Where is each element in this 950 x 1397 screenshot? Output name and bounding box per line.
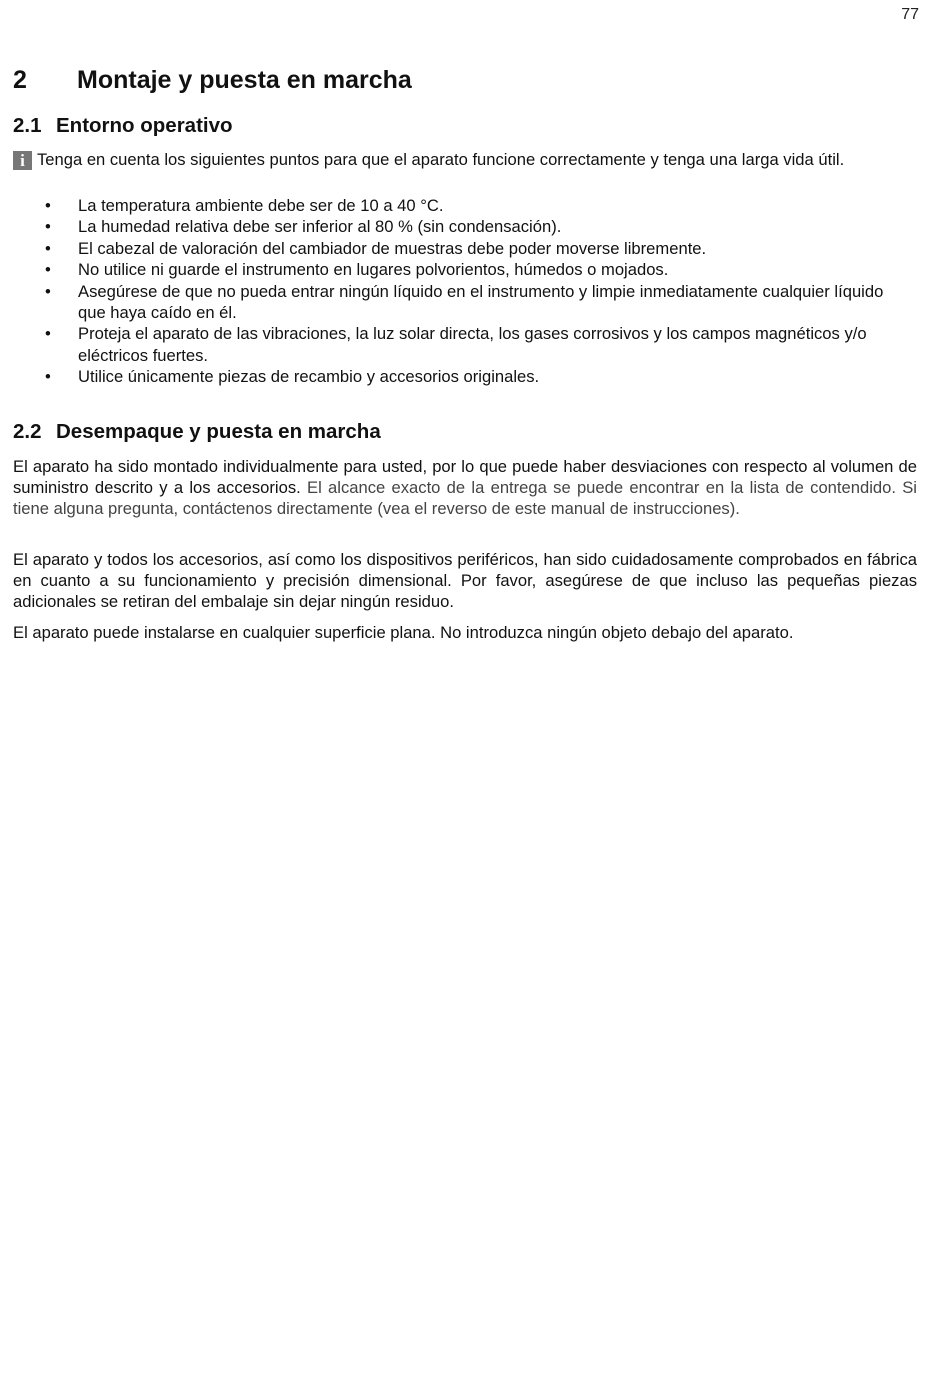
info-note-text: Tenga en cuenta los siguientes puntos para que el aparato funcione correctamente y tenga una larga vida útil. — [37, 150, 845, 169]
requirements-list — [0, 195, 910, 388]
list-item-text: Proteja el aparato de las vibraciones, la luz solar directa, los gases corrosivos y los campos magnéticos y/o eléctricos fuertes. — [78, 324, 867, 365]
section-heading-2-1 — [13, 114, 233, 138]
list-item — [0, 238, 910, 259]
section-number: 2.1 — [13, 114, 42, 137]
paragraph-installation: El aparato puede instalarse en cualquier superficie plana. No introduzca ningún objeto debajo del aparato. — [13, 623, 794, 642]
list-item-text: El cabezal de valoración del cambiador de muestras debe poder moverse libremente. — [78, 238, 707, 258]
list-item — [0, 366, 910, 387]
list-item — [0, 259, 910, 280]
bullet-icon: • — [45, 196, 51, 215]
list-item-text: Asegúrese de que no pueda entrar ningún líquido en el instrumento y limpie inmediatamente cualquier líquido que haya caído en él. — [78, 281, 884, 323]
bullet-icon: • — [45, 217, 51, 237]
list-item-text: Utilice únicamente piezas de recambio y accesorios originales. — [78, 367, 540, 387]
section-number: 2.2 — [13, 420, 42, 443]
list-item-text: No utilice ni guarde el instrumento en lugares polvorientos, húmedos o mojados. — [78, 260, 669, 280]
bullet-icon: • — [45, 281, 51, 301]
paragraph-inspection: El aparato y todos los accesorios, así como los dispositivos periféricos, han sido cuidadosamente comprobados en fábrica en cuanto a su funcionamiento y precisión dimensional. Por favor, asegúrese de que incluso las pequeñas piezas adicionales se retiran del embalaje sin dejar ningún residuo. — [13, 550, 917, 611]
list-item — [0, 323, 910, 366]
info-icon: i — [13, 151, 32, 170]
bullet-icon: • — [45, 260, 51, 280]
chapter-title: Montaje y puesta en marcha — [77, 66, 412, 94]
paragraph-text: El alcance exacto de la entrega se puede encontrar en la lista de contendido. Si tiene alguna pregunta, contáctenos directamente (vea el reverso de este manual de instrucciones). — [13, 477, 917, 518]
list-item — [0, 216, 910, 237]
page-number: 77 — [901, 6, 919, 23]
paragraph-text: El aparato ha sido montado individualmente para usted, por lo que puede haber desviaciones con respecto al volumen de suministro descrito y a los accesorios. — [13, 457, 917, 497]
info-note — [13, 150, 923, 170]
bullet-icon: • — [45, 367, 51, 387]
section-heading-2-2 — [13, 420, 381, 444]
chapter-heading — [13, 66, 412, 95]
list-item-text: La humedad relativa debe ser inferior al 80 % (sin condensación). — [78, 217, 562, 237]
section-title: Entorno operativo — [56, 114, 233, 137]
paragraph-delivery — [13, 457, 917, 519]
list-item-text: La temperatura ambiente debe ser de 10 a 40 °C. — [78, 196, 444, 215]
section-title: Desempaque y puesta en marcha — [56, 420, 381, 443]
list-item — [0, 281, 910, 324]
list-item — [0, 195, 910, 216]
bullet-icon: • — [45, 324, 51, 344]
chapter-number: 2 — [13, 66, 27, 94]
bullet-icon: • — [45, 238, 51, 258]
